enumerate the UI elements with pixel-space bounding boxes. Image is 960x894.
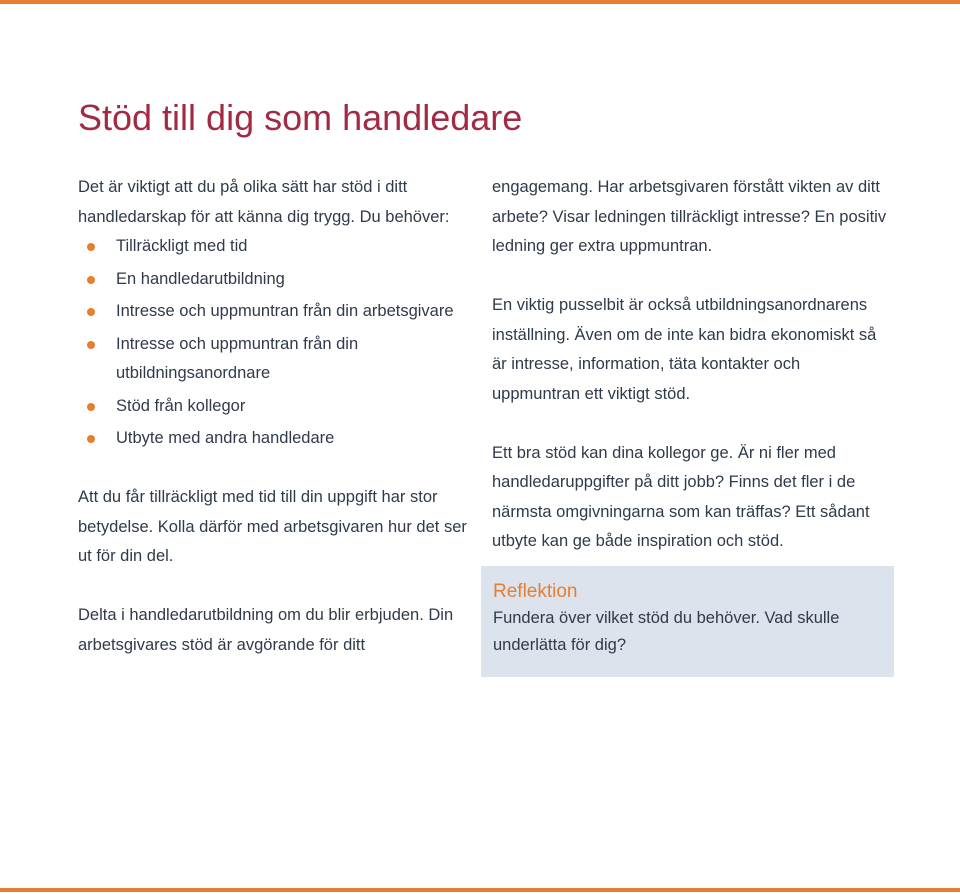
list-item [78, 297, 470, 327]
list-item [78, 330, 470, 389]
bottom-accent-rule [0, 888, 960, 892]
top-accent-rule [0, 0, 960, 4]
bullet-dot-icon [87, 308, 95, 316]
page-title: Stöd till dig som handledare [78, 97, 523, 138]
list-item [78, 232, 470, 262]
list-item-text: Stöd från kollegor [116, 396, 246, 415]
list-item [78, 265, 470, 295]
list-item [78, 392, 470, 422]
bullet-dot-icon [87, 403, 95, 411]
bullet-dot-icon [87, 243, 95, 251]
education-provider-paragraph: En viktig pusselbit är också utbildningsanordnarens inställning. Även om de inte kan bidra ekonomiskt så är intresse, information, täta kontakter och uppmuntran ett viktigt stöd. [492, 296, 877, 403]
reflection-text: Fundera över vilket stöd du behöver. Vad skulle underlätta för dig? [493, 609, 840, 654]
engagement-paragraph: engagemang. Har arbetsgivaren förstått vikten av ditt arbete? Visar ledningen tillräckligt intresse? En positiv ledning ger extra uppmuntran. [492, 178, 887, 255]
left-column [78, 173, 470, 660]
training-paragraph: Delta i handledarutbildning om du blir erbjuden. Din arbetsgivares stöd är avgörande för ditt [78, 606, 454, 654]
list-item-text: Intresse och uppmuntran från din utbildningsanordnare [116, 334, 359, 382]
list-item-text: En handledarutbildning [116, 269, 285, 288]
list-item-text: Tillräckligt med tid [116, 237, 248, 255]
bullet-dot-icon [87, 341, 95, 349]
colleagues-paragraph: Ett bra stöd kan dina kollegor ge. Är ni fler med handledaruppgifter på ditt jobb? Finns det fler i de närmsta omgivningarna som kan träffas? Ett sådant utbyte kan ge både inspiration och stöd. [492, 443, 870, 550]
list-item-text: Intresse och uppmuntran från din arbetsgivare [116, 302, 454, 320]
list-item [78, 424, 470, 454]
bullet-dot-icon [87, 435, 95, 443]
list-item-text: Utbyte med andra handledare [116, 429, 335, 447]
right-column [492, 173, 892, 557]
bullet-dot-icon [87, 276, 95, 284]
time-paragraph: Att du får tillräckligt med tid till din uppgift har stor betydelse. Kolla därför med arbetsgivaren hur det ser ut för din del. [78, 488, 467, 565]
intro-paragraph: Det är viktigt att du på olika sätt har stöd i ditt handledarskap för att känna dig trygg. Du behöver: [78, 178, 450, 226]
reflection-heading: Reflektion [493, 581, 578, 602]
reflection-box [481, 566, 894, 677]
needs-list [78, 232, 470, 454]
